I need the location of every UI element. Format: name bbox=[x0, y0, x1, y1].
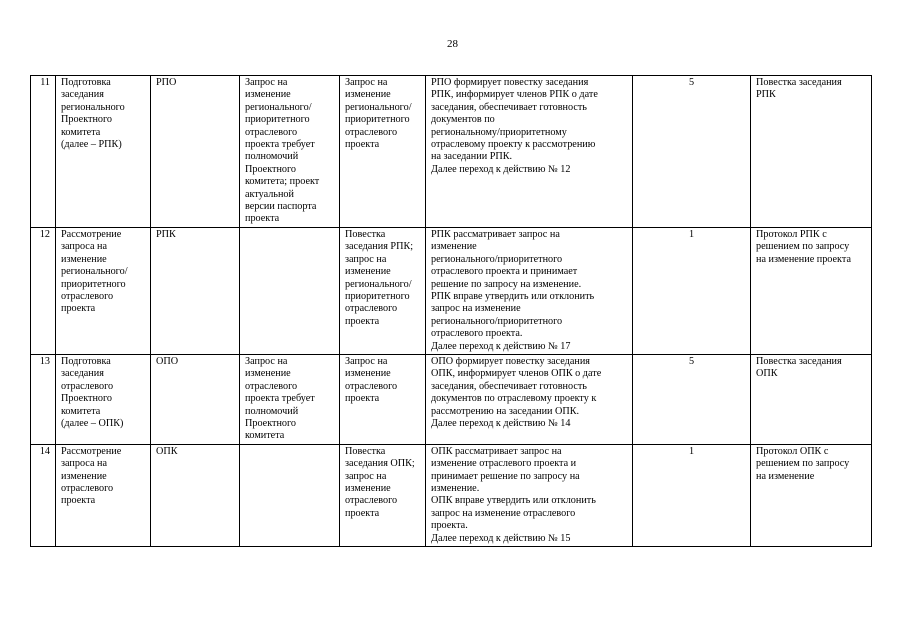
cell-input-condition bbox=[240, 354, 340, 444]
cell-text-line: заседания, обеспечивает готовность bbox=[431, 380, 587, 392]
cell-input-condition bbox=[240, 444, 340, 546]
cell-text-line: проекта bbox=[61, 495, 96, 507]
table-body bbox=[31, 76, 872, 547]
cell-text-line: решение по запросу на изменение. bbox=[431, 278, 582, 290]
cell-text-line: Далее переход к действию № 14 bbox=[431, 417, 571, 429]
cell-text-line: Проектного bbox=[245, 163, 297, 175]
cell-text-line: Повестка bbox=[345, 445, 386, 457]
cell-text-line: комитета bbox=[61, 405, 101, 417]
cell-text-line: РПК вправе утвердить или отклонить bbox=[431, 290, 595, 302]
cell-description bbox=[426, 354, 633, 444]
cell-text-line: решением по запросу bbox=[756, 241, 850, 253]
table-row bbox=[31, 227, 872, 354]
cell-text-line: на изменение bbox=[756, 470, 815, 482]
cell-action bbox=[56, 354, 151, 444]
cell-text-line: комитета bbox=[61, 126, 101, 138]
cell-input-object bbox=[340, 227, 426, 354]
procedure-table bbox=[30, 75, 872, 547]
cell-duration: 1 bbox=[633, 227, 751, 354]
cell-text-line: изменение bbox=[345, 266, 391, 278]
cell-text-line: Запрос на bbox=[345, 77, 388, 88]
cell-text-line: Подготовка bbox=[61, 355, 111, 367]
cell-text-line: отраслевого bbox=[345, 303, 398, 315]
cell-text-line: РПО bbox=[156, 77, 177, 88]
cell-text-line: Далее переход к действию № 12 bbox=[431, 163, 571, 175]
cell-text-line: комитета; проект bbox=[245, 176, 320, 188]
cell-text-line: заседания bbox=[61, 89, 104, 101]
cell-text-line: Далее переход к действию № 15 bbox=[431, 532, 571, 544]
cell-text-line: отраслевого bbox=[345, 126, 398, 138]
cell-description bbox=[426, 76, 633, 228]
cell-text-line: (далее – ОПК) bbox=[61, 417, 124, 429]
cell-text-line: проекта bbox=[345, 315, 380, 327]
cell-text-line: на изменение проекта bbox=[756, 253, 851, 265]
page-number: 28 bbox=[447, 38, 458, 50]
cell-text-line: полномочий bbox=[245, 405, 299, 417]
cell-text-line: отраслевого bbox=[61, 380, 114, 392]
cell-description bbox=[426, 227, 633, 354]
cell-number: 12 bbox=[31, 227, 56, 354]
cell-text-line: запрос на изменение bbox=[431, 303, 521, 315]
cell-text-line: принимает решение по запросу на bbox=[431, 470, 580, 482]
cell-text-line: изменение bbox=[245, 89, 291, 101]
cell-text-line: Повестка bbox=[345, 228, 386, 240]
cell-text-line: ОПО формирует повестку заседания bbox=[431, 355, 590, 367]
cell-text-line: документов по отраслевому проекту к bbox=[431, 393, 597, 405]
cell-text-line: приоритетного bbox=[245, 114, 310, 126]
cell-action bbox=[56, 227, 151, 354]
cell-text-line: отраслевого bbox=[61, 483, 114, 494]
cell-number: 14 bbox=[31, 444, 56, 546]
cell-input-condition bbox=[240, 227, 340, 354]
cell-text-line: отраслевого bbox=[245, 126, 298, 138]
cell-text-line: проекта bbox=[345, 507, 380, 519]
cell-text-line: Проектного bbox=[245, 417, 297, 429]
cell-text-line: Проектного bbox=[61, 114, 113, 126]
cell-result bbox=[751, 444, 872, 546]
cell-text-line: регионального bbox=[61, 101, 125, 113]
table-row bbox=[31, 444, 872, 546]
cell-text-line: регионального/приоритетного bbox=[431, 315, 563, 327]
cell-text-line: заседания bbox=[61, 368, 104, 380]
cell-text-line: отраслевого проекта. bbox=[431, 328, 523, 340]
cell-text-line: проекта bbox=[245, 213, 280, 225]
cell-text-line: Протокол ОПК с bbox=[756, 445, 829, 457]
cell-text-line: ОПК вправе утвердить или отклонить bbox=[431, 495, 596, 507]
cell-duration: 5 bbox=[633, 76, 751, 228]
cell-number: 11 bbox=[31, 76, 56, 228]
cell-text-line: отраслевого bbox=[345, 380, 398, 392]
cell-text-line: региональному/приоритетному bbox=[431, 126, 567, 138]
cell-text-line: ОПК рассматривает запрос на bbox=[431, 445, 562, 457]
cell-text-line: Рассмотрение bbox=[61, 228, 122, 240]
cell-text-line: Повестка заседания bbox=[756, 355, 842, 367]
cell-text-line: Далее переход к действию № 17 bbox=[431, 340, 571, 352]
cell-text-line: проекта bbox=[345, 139, 380, 151]
cell-text-line: Запрос на bbox=[245, 355, 288, 367]
cell-text-line: документов по bbox=[431, 114, 495, 126]
cell-text-line: отраслевому проекту к рассмотрению bbox=[431, 139, 596, 151]
cell-text-line: отраслевого bbox=[245, 380, 298, 392]
cell-text-line: запрос на изменение отраслевого bbox=[431, 507, 576, 519]
cell-text-line: изменение bbox=[345, 89, 391, 101]
cell-text-line: ОПК bbox=[156, 445, 178, 457]
cell-text-line: регионального/ bbox=[345, 101, 412, 113]
cell-text-line: проекта требует bbox=[245, 393, 315, 405]
cell-text-line: изменение bbox=[245, 368, 291, 380]
cell-text-line: РПК, информирует членов РПК о дате bbox=[431, 89, 598, 101]
cell-action bbox=[56, 76, 151, 228]
cell-text-line: приоритетного bbox=[345, 114, 410, 126]
cell-text-line: ОПК bbox=[756, 368, 778, 380]
cell-text-line: Проектного bbox=[61, 393, 113, 405]
cell-text-line: комитета bbox=[245, 430, 285, 442]
cell-text-line: заседания ОПК; bbox=[345, 458, 415, 470]
cell-text-line: ОПК, информирует членов ОПК о дате bbox=[431, 368, 602, 380]
cell-text-line: Запрос на bbox=[345, 355, 388, 367]
cell-text-line: Повестка заседания bbox=[756, 77, 842, 88]
cell-input-condition bbox=[240, 76, 340, 228]
cell-text-line: отраслевого bbox=[61, 290, 114, 302]
cell-text-line: проекта bbox=[61, 303, 96, 315]
cell-input-object bbox=[340, 444, 426, 546]
cell-result bbox=[751, 227, 872, 354]
cell-text-line: изменение bbox=[345, 368, 391, 380]
cell-input-object bbox=[340, 76, 426, 228]
cell-text-line: РПК bbox=[156, 228, 176, 240]
cell-result bbox=[751, 76, 872, 228]
cell-duration: 1 bbox=[633, 444, 751, 546]
cell-text-line: Рассмотрение bbox=[61, 445, 122, 457]
cell-executor bbox=[151, 354, 240, 444]
cell-description bbox=[426, 444, 633, 546]
cell-text-line: Запрос на bbox=[245, 77, 288, 88]
cell-number: 13 bbox=[31, 354, 56, 444]
cell-text-line: регионального/ bbox=[345, 278, 412, 290]
cell-text-line: отраслевого bbox=[345, 495, 398, 507]
cell-text-line: отраслевого проекта и принимает bbox=[431, 266, 578, 278]
cell-text-line: регионального/ bbox=[245, 101, 312, 113]
cell-text-line: (далее – РПК) bbox=[61, 139, 122, 151]
cell-text-line: Подготовка bbox=[61, 77, 111, 88]
cell-input-object bbox=[340, 354, 426, 444]
cell-text-line: изменение отраслевого проекта и bbox=[431, 458, 577, 470]
cell-text-line: РПК рассматривает запрос на bbox=[431, 228, 560, 240]
cell-text-line: запрос на bbox=[345, 253, 387, 265]
cell-text-line: регионального/ bbox=[61, 266, 128, 278]
cell-text-line: заседания РПК; bbox=[345, 241, 414, 253]
cell-text-line: приоритетного bbox=[345, 290, 410, 302]
cell-text-line: РПО формирует повестку заседания bbox=[431, 77, 589, 88]
cell-text-line: приоритетного bbox=[61, 278, 126, 290]
cell-executor bbox=[151, 444, 240, 546]
cell-text-line: запроса на bbox=[61, 241, 107, 253]
cell-text-line: изменение bbox=[431, 241, 477, 253]
cell-text-line: проекта требует bbox=[245, 139, 315, 151]
cell-text-line: изменение. bbox=[431, 483, 480, 494]
cell-text-line: версии паспорта bbox=[245, 201, 317, 213]
cell-text-line: заседания, обеспечивает готовность bbox=[431, 101, 587, 113]
cell-executor bbox=[151, 227, 240, 354]
cell-text-line: проекта. bbox=[431, 520, 468, 532]
cell-text-line: Протокол РПК с bbox=[756, 228, 827, 240]
cell-text-line: ОПО bbox=[156, 355, 179, 367]
cell-text-line: изменение bbox=[61, 470, 107, 482]
cell-text-line: запроса на bbox=[61, 458, 107, 470]
cell-text-line: рассмотрению на заседании ОПК. bbox=[431, 405, 580, 417]
cell-duration: 5 bbox=[633, 354, 751, 444]
cell-result bbox=[751, 354, 872, 444]
table-row bbox=[31, 76, 872, 228]
cell-text-line: изменение bbox=[61, 253, 107, 265]
cell-text-line: решением по запросу bbox=[756, 458, 850, 470]
cell-text-line: РПК bbox=[756, 89, 776, 101]
cell-text-line: регионального/приоритетного bbox=[431, 253, 563, 265]
cell-executor bbox=[151, 76, 240, 228]
cell-text-line: на заседании РПК. bbox=[431, 151, 513, 163]
cell-text-line: проекта bbox=[345, 393, 380, 405]
table-row bbox=[31, 354, 872, 444]
cell-action bbox=[56, 444, 151, 546]
cell-text-line: изменение bbox=[345, 483, 391, 494]
cell-text-line: актуальной bbox=[245, 188, 294, 200]
cell-text-line: полномочий bbox=[245, 151, 299, 163]
cell-text-line: запрос на bbox=[345, 470, 387, 482]
